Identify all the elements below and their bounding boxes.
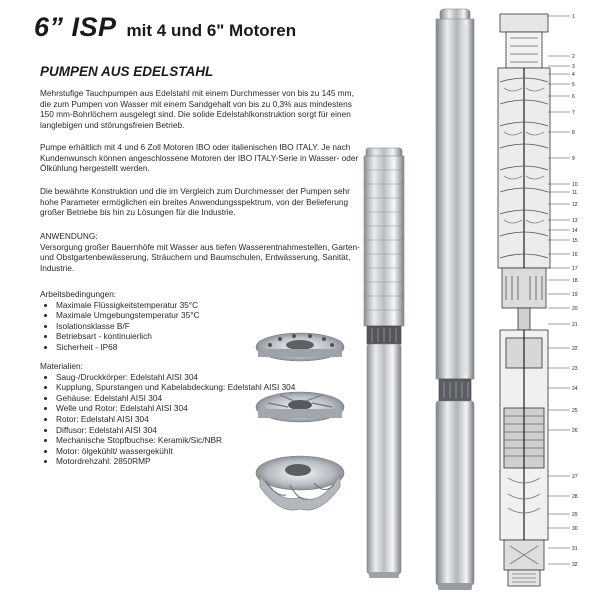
title-model: 6” ISP [34,12,117,42]
callout-number: 13 [572,218,578,224]
list-item: • Gehäuse: Edelstahl AISI 304 [56,393,360,404]
impeller-images [250,325,350,515]
cross-section-diagram [486,8,582,598]
callout-number: 17 [572,266,578,272]
callout-number: 32 [572,562,578,568]
list-item: • Maximale Umgebungstemperatur 35°C [56,310,360,321]
small-pump-image [352,140,422,590]
application-heading: ANWENDUNG: [40,231,98,241]
callout-number: 27 [572,474,578,480]
callout-number: 26 [572,428,578,434]
callout-number: 9 [572,156,575,162]
list-item: • Kupplung, Spurstangen und Kabelabdeckung: Edelstahl AISI 304 [56,382,360,393]
materials-heading: Materialien: [40,361,83,371]
list-item: • Mechanische Stopfbuchse: Keramik/Sic/NBR [56,435,360,446]
callout-number: 8 [572,130,575,136]
callout-number: 19 [572,292,578,298]
list-item: • Saug-/Druckkörper: Edelstahl AISI 304 [56,372,360,383]
diffuser-top [256,333,344,361]
callout-number: 1 [572,14,575,20]
callout-number: 28 [572,494,578,500]
callout-number: 16 [572,252,578,258]
callout-number: 2 [572,54,575,60]
callout-number: 20 [572,306,578,312]
paragraph-construction [40,186,360,218]
callout-number: 15 [572,238,578,244]
callout-number: 25 [572,408,578,414]
title-subtitle: mit 4 und 6" Motoren [126,21,297,40]
callout-number: 4 [572,72,575,78]
callout-number: 6 [572,94,575,100]
paragraph-text: Mehrstufige Tauchpumpen aus Edelstahl mit einem Durchmesser von bis zu 145 mm, die zum Pumpen von Wasser mit einem Sandgehalt von bis zu 0,3% aus mindestens 150 mm-Bohrlöchern ausgelegt sind. Die solide Edelstahlkonstruktion sorgt für einen langlebigen und störungsfreien Betrieb. [40,88,354,130]
list-item: • Isolationsklasse B/F [56,321,360,332]
list-item: • Motordrehzahl: 2850RMP [56,456,360,467]
application-section [40,231,360,273]
callout-number: 14 [572,228,578,234]
paragraph-motors [40,142,360,174]
callout-number: 11 [572,190,578,196]
paragraph-text: Die bewährte Konstruktion und die im Vergleich zum Durchmesser der Pumpen sehr hohe Parameter ermöglichen ein breites Anwendungsspektrum, von der Belieferung großer Betriebe bis hin zu Lösungen für die Industrie. [40,186,350,218]
callout-number: 10 [572,182,578,188]
list-item: • Rotor: Edelstahl AISI 304 [56,414,360,425]
callout-number: 24 [572,386,578,392]
section-title: PUMPEN AUS EDELSTAHL [40,64,214,79]
list-item: • Diffusor: Edelstahl AISI 304 [56,425,360,436]
impeller-middle [256,392,344,422]
application-text: Versorgung großer Bauernhöfe mit Wasser aus tiefen Wasserentnahmestellen, Garten- und Obstgartenbewässerung, Sträuchern und Baumschulen, Entwässerung, Sanität, Industrie. [40,241,360,273]
callout-number: 21 [572,322,578,328]
callout-number: 22 [572,346,578,352]
callout-number: 3 [572,64,575,70]
operating-conditions-heading: Arbeitsbedingungen: [40,289,117,299]
diagram-labels [572,14,578,568]
list-item: • Betriebsart - kontinuierlich [56,331,360,342]
impeller-bottom [256,456,344,510]
list-item: • Motor: ölgekühlt/ wassergekühlt [56,446,360,457]
large-pump-image [422,5,488,595]
callout-number: 18 [572,278,578,284]
list-item: • Maximale Flüssigkeitstemperatur 35°C [56,300,360,311]
callout-number: 29 [572,512,578,518]
paragraph-intro [40,88,360,130]
callout-number: 23 [572,366,578,372]
callout-number: 7 [572,110,575,116]
list-item: • Sicherheit - IP68 [56,342,360,353]
callout-number: 12 [572,202,578,208]
list-item: • Welle und Rotor: Edelstahl AISI 304 [56,403,360,414]
callout-number: 5 [572,82,575,88]
callout-number: 31 [572,546,578,552]
page-title [34,12,296,43]
callout-number: 30 [572,526,578,532]
paragraph-text: Pumpe erhältlich mit 4 und 6 Zoll Motoren IBO oder italienischen IBO ITALY. Je nach Kundenwunsch können angeschlossene Motoren der IBO ITALY-Serie in Wasser- oder Ölkühlung hergestellt werden. [40,142,359,174]
